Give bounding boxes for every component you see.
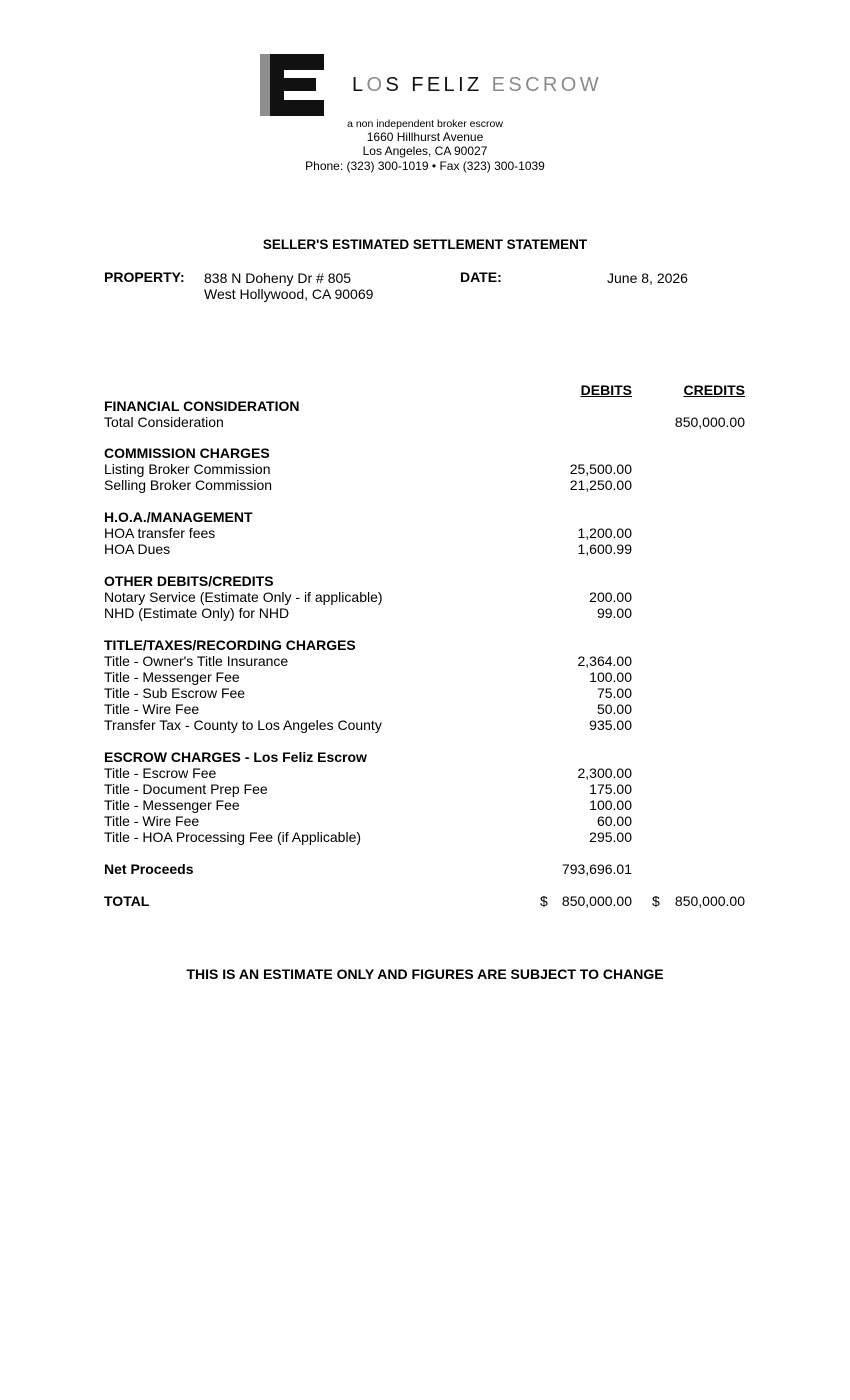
row-debit: 75.00 bbox=[596, 685, 632, 701]
debits-column-header: DEBITS bbox=[580, 382, 632, 398]
company-city: Los Angeles, CA 90027 bbox=[362, 144, 488, 159]
total-debit: 850,000.00 bbox=[561, 893, 632, 909]
row-debit: 2,300.00 bbox=[577, 765, 632, 781]
document-title: SELLER'S ESTIMATED SETTLEMENT STATEMENT bbox=[262, 237, 588, 252]
date-value: June 8, 2026 bbox=[607, 270, 688, 286]
table-row bbox=[104, 797, 764, 813]
row-description: Title - Wire Fee bbox=[104, 813, 200, 829]
row-description: Title - Owner's Title Insurance bbox=[104, 653, 289, 669]
row-debit: 25,500.00 bbox=[569, 461, 632, 477]
row-credit: 850,000.00 bbox=[674, 414, 745, 430]
company-name-part: S FELIZ bbox=[385, 74, 483, 96]
table-row bbox=[104, 765, 764, 781]
company-name bbox=[352, 73, 602, 97]
row-debit: 21,250.00 bbox=[569, 477, 632, 493]
row-description: Listing Broker Commission bbox=[104, 461, 271, 477]
row-debit: 200.00 bbox=[589, 589, 632, 605]
company-name-part: L bbox=[352, 74, 367, 96]
row-debit: 50.00 bbox=[596, 701, 632, 717]
total-credit: 850,000.00 bbox=[674, 893, 745, 909]
row-description: NHD (Estimate Only) for NHD bbox=[104, 605, 290, 621]
row-debit: 295.00 bbox=[589, 829, 632, 845]
row-debit: 1,200.00 bbox=[577, 525, 632, 541]
total-label: TOTAL bbox=[104, 893, 150, 909]
row-description: Title - Document Prep Fee bbox=[104, 781, 268, 797]
le-monogram-logo-icon bbox=[260, 54, 324, 116]
row-debit: 99.00 bbox=[596, 605, 632, 621]
estimate-disclaimer: THIS IS AN ESTIMATE ONLY AND FIGURES ARE SUBJECT TO CHANGE bbox=[186, 966, 664, 982]
row-debit: 100.00 bbox=[589, 669, 632, 685]
table-row bbox=[104, 669, 764, 685]
section-title-escrow: ESCROW CHARGES - Los Feliz Escrow bbox=[104, 749, 367, 765]
table-row bbox=[104, 717, 764, 733]
row-debit: 935.00 bbox=[589, 717, 632, 733]
row-description: Title - Sub Escrow Fee bbox=[104, 685, 246, 701]
property-line2: West Hollywood, CA 90069 bbox=[204, 286, 374, 302]
table-row bbox=[104, 461, 764, 477]
company-tagline: a non independent broker escrow bbox=[347, 118, 503, 130]
row-debit: 2,364.00 bbox=[577, 653, 632, 669]
section-title-hoa: H.O.A./MANAGEMENT bbox=[104, 509, 253, 525]
table-row bbox=[104, 701, 764, 717]
net-proceeds-label: Net Proceeds bbox=[104, 861, 194, 877]
table-row bbox=[104, 829, 764, 845]
company-phone: Phone: (323) 300-1019 • Fax (323) 300-1039 bbox=[305, 158, 545, 173]
company-address bbox=[0, 118, 850, 173]
row-debit: 175.00 bbox=[589, 781, 632, 797]
row-description: Transfer Tax - County to Los Angeles County bbox=[104, 717, 382, 733]
table-row bbox=[104, 589, 764, 605]
table-row bbox=[104, 813, 764, 829]
table-row bbox=[104, 781, 764, 797]
property-label: PROPERTY: bbox=[104, 269, 185, 285]
company-street: 1660 Hillhurst Avenue bbox=[366, 130, 484, 144]
row-description: Notary Service (Estimate Only - if applicable) bbox=[104, 589, 383, 605]
total-debit-currency: $ bbox=[540, 893, 548, 909]
row-debit: 60.00 bbox=[596, 813, 632, 829]
row-description: Title - Escrow Fee bbox=[104, 765, 217, 781]
table-row bbox=[104, 414, 764, 430]
row-description: Title - Messenger Fee bbox=[104, 669, 240, 685]
total-credit-currency: $ bbox=[652, 893, 660, 909]
table-row bbox=[104, 605, 764, 621]
row-description: HOA transfer fees bbox=[104, 525, 216, 541]
section-title-financial: FINANCIAL CONSIDERATION bbox=[104, 398, 300, 414]
row-debit: 100.00 bbox=[589, 797, 632, 813]
row-description: HOA Dues bbox=[104, 541, 171, 557]
section-title-title-taxes: TITLE/TAXES/RECORDING CHARGES bbox=[104, 637, 356, 653]
row-description: Title - Wire Fee bbox=[104, 701, 200, 717]
table-row bbox=[104, 541, 764, 557]
section-title-other: OTHER DEBITS/CREDITS bbox=[104, 573, 274, 589]
company-name-part: ESCROW bbox=[482, 74, 603, 96]
section-title-commission: COMMISSION CHARGES bbox=[104, 445, 270, 461]
row-description: Selling Broker Commission bbox=[104, 477, 273, 493]
row-description: Total Consideration bbox=[104, 414, 224, 430]
credits-column-header: CREDITS bbox=[683, 382, 745, 398]
company-name-part: O bbox=[366, 74, 386, 96]
table-row bbox=[104, 525, 764, 541]
date-label: DATE: bbox=[460, 269, 502, 285]
property-line1: 838 N Doheny Dr # 805 bbox=[204, 270, 352, 286]
table-row bbox=[104, 685, 764, 701]
row-description: Title - Messenger Fee bbox=[104, 797, 240, 813]
table-row bbox=[104, 477, 764, 493]
row-debit: 1,600.99 bbox=[577, 541, 632, 557]
row-description: Title - HOA Processing Fee (if Applicable) bbox=[104, 829, 362, 845]
table-row bbox=[104, 653, 764, 669]
total-row bbox=[104, 893, 764, 909]
net-proceeds-row bbox=[104, 861, 764, 877]
net-proceeds-debit: 793,696.01 bbox=[561, 861, 632, 877]
